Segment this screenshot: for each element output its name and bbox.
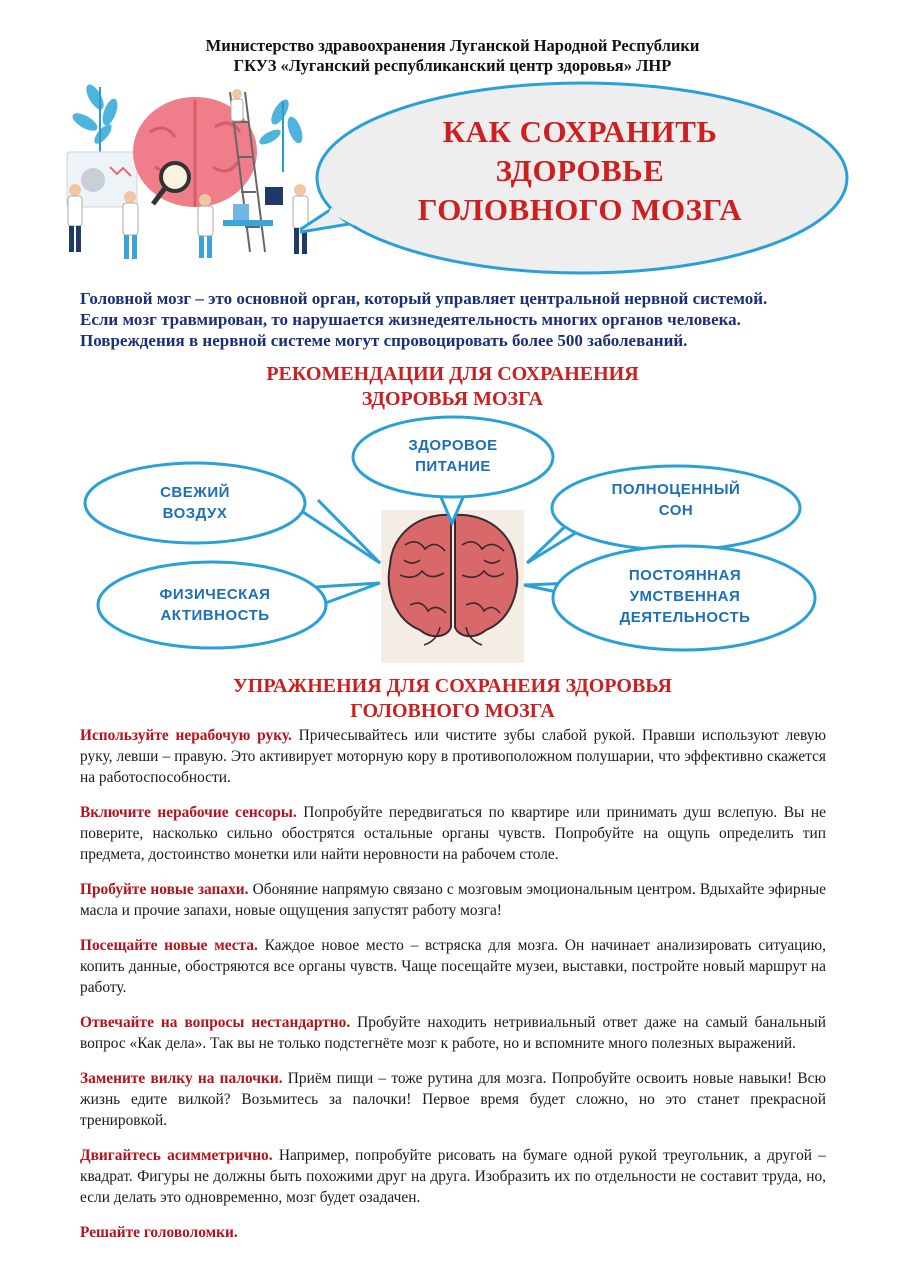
bubble-label-line: УМСТВЕННАЯ (629, 588, 741, 605)
recommendations-diagram (0, 415, 905, 675)
intro-line-2: Если мозг травмирован, то нарушается жизнедеятельность многих органов человека. (80, 310, 741, 329)
exercise-title: Пробуйте новые запахи. (80, 881, 249, 898)
exercise-text: Приём пищи – тоже рутина для мозга. Попробуйте освоить новые навыки! Всю жизнь едите вилкой? Возьмитесь за палочки! Первое время будет сложно, но это станет прекрасной тренировкой. (80, 1070, 826, 1129)
exercise-title: Включите нерабочие сенсоры. (80, 804, 297, 821)
intro-line-1: Головной мозг – это основной орган, который управляет центральной нервной системой. (80, 289, 768, 308)
exercise-text: Каждое новое место – встряска для мозга. Он начинает анализировать ситуацию, копить данные, обостряются все органы чувств. Чаще посещайте музеи, выставки, постройте новый маршрут на работу. (80, 937, 827, 996)
center-name: ГКУЗ «Луганский республиканский центр здоровья» ЛНР (233, 56, 672, 75)
bubble-label-healthy-food (373, 435, 533, 477)
intro-paragraph (80, 288, 840, 351)
exercise-item (80, 802, 826, 865)
exercise-text: Причесывайтесь или чистите зубы слабой рукой. Правши используют левую руку, левши – правую. Это активирует моторную кору в противоположном полушарии, что эффективно скажется на работоспособности. (80, 727, 826, 786)
exercise-title: Решайте головоломки. (80, 1224, 238, 1241)
scientists-brain-illustration-icon (55, 72, 325, 272)
exercise-item (80, 879, 826, 921)
bubble-label-line: АКТИВНОСТЬ (160, 607, 270, 624)
page-title (335, 112, 825, 229)
exercise-text: Пробуйте находить нетривиальный ответ даже на самый банальный вопрос «Как дела». Так вы не только подстегнёте мозг к работе, но и вспомните много полезных выражений. (80, 1014, 826, 1052)
title-line-3: ГОЛОВНОГО МОЗГА (417, 192, 743, 227)
exercise-text: Обоняние напрямую связано с мозговым эмоциональным центром. Вдыхайте эфирные масла и прочие запахи, новые ощущения запустят работу мозга! (80, 881, 826, 919)
recommendations-heading (0, 362, 905, 412)
exercises-heading (0, 674, 905, 724)
exercise-text: Например, попробуйте рисовать на бумаге одной рукой треугольник, а другой – квадрат. Фигуры не должны быть похожими друг на друга. Изобразить их по отдельности не составит труда, но, если делать это одновременно, мозг будет озадачен. (80, 1147, 826, 1206)
bubble-label-full-sleep (586, 479, 766, 521)
bubble-label-line: ФИЗИЧЕСКАЯ (159, 586, 271, 603)
exercise-title: Используйте нерабочую руку. (80, 727, 292, 744)
bubble-label-line: ВОЗДУХ (162, 505, 228, 522)
bubble-label-line: ЗДОРОВОЕ (408, 437, 498, 454)
bubble-label-fresh-air (115, 482, 275, 524)
exercise-item (80, 725, 826, 788)
bubble-label-mental-activity (590, 565, 780, 628)
bubble-label-line: СОН (658, 502, 694, 519)
exercise-text: Попробуйте передвигаться по квартире или принимать душ вслепую. Вы не поверите, насколько сильно обострятся остальные органы чувств. Попробуйте на ощупь определить тип предмета, достоинство монетки или найти неровности на рабочем столе. (80, 804, 826, 863)
exercise-title: Двигайтесь асимметрично. (80, 1147, 273, 1164)
bubble-label-line: ДЕЯТЕЛЬНОСТЬ (619, 609, 751, 626)
bubble-label-line: ПОСТОЯННАЯ (628, 567, 742, 584)
title-line-1: КАК СОХРАНИТЬ (442, 114, 718, 149)
bubble-label-physical-activity (125, 584, 305, 626)
bubble-label-line: СВЕЖИЙ (160, 484, 230, 501)
exercise-title: Посещайте новые места. (80, 937, 258, 954)
exercise-item (80, 1145, 826, 1208)
exercise-title: Замените вилку на палочки. (80, 1070, 283, 1087)
exercise-item (80, 1222, 826, 1243)
recommendations-heading-line-1: РЕКОМЕНДАЦИИ ДЛЯ СОХРАНЕНИЯ (266, 363, 639, 385)
intro-line-3: Повреждения в нервной системе могут спровоцировать более 500 заболеваний. (80, 331, 688, 350)
exercises-list (80, 725, 826, 1257)
bubble-label-line: ПИТАНИЕ (415, 458, 491, 475)
exercise-title: Отвечайте на вопросы нестандартно. (80, 1014, 351, 1031)
title-line-2: ЗДОРОВЬЕ (495, 153, 665, 188)
exercise-item (80, 1012, 826, 1054)
exercise-item (80, 935, 826, 998)
exercises-heading-line-1: УПРАЖНЕНИЯ ДЛЯ СОХРАНЕИЯ ЗДОРОВЬЯ (233, 675, 672, 697)
bubble-label-line: ПОЛНОЦЕННЫЙ (611, 481, 741, 498)
recommendations-heading-line-2: ЗДОРОВЬЯ МОЗГА (361, 388, 544, 410)
exercises-heading-line-2: ГОЛОВНОГО МОЗГА (350, 700, 555, 722)
exercise-item (80, 1068, 826, 1131)
ministry-name: Министерство здравоохранения Луганской Народной Республики (205, 36, 700, 55)
